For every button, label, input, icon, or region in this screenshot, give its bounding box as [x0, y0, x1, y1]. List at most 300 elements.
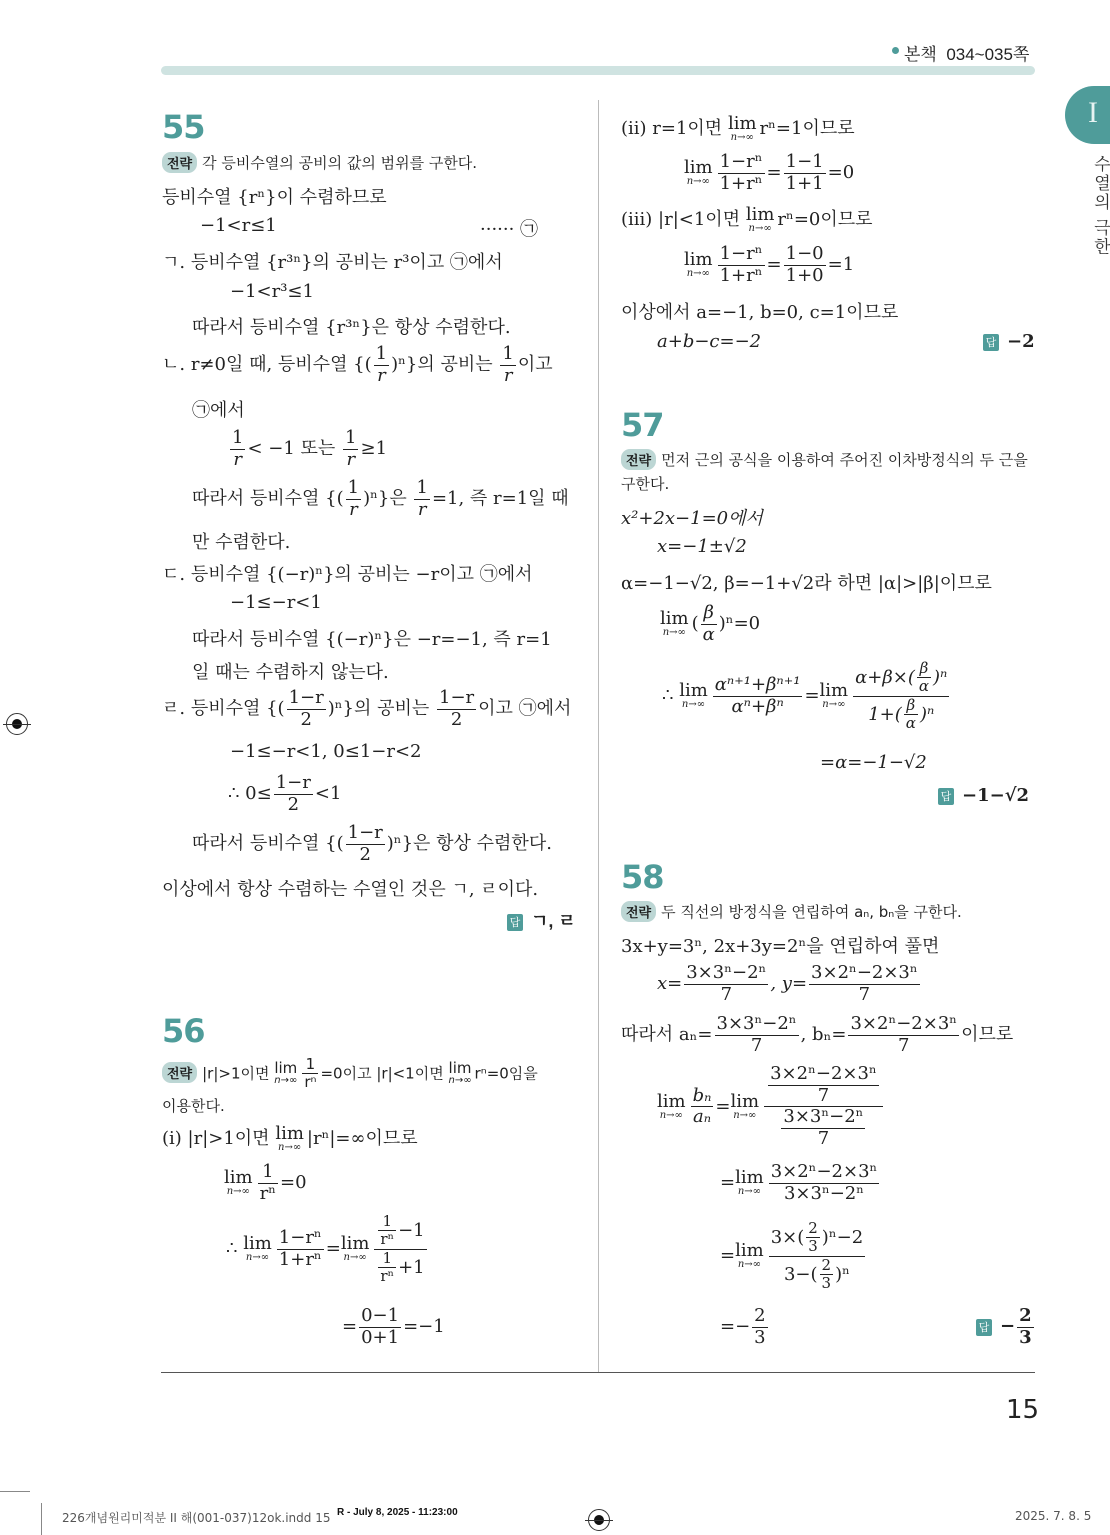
denominator: rⁿ [380, 1230, 395, 1249]
fraction [848, 1014, 959, 1056]
p57-line1: x²+2x−1=0에서 [621, 508, 763, 529]
denominator: 7 [750, 1034, 763, 1056]
lim-sub: n→∞ [278, 1142, 302, 1153]
text: )ⁿ=0 [718, 613, 761, 635]
strategy-badge: 전략 [621, 901, 656, 922]
numerator: 3×2ⁿ−2×3ⁿ [850, 1013, 958, 1034]
p55-line13: 따라서 등비수열 {(−r)ⁿ}은 −r=−1, 즉 r=1 [192, 629, 552, 650]
equals: = [720, 1172, 736, 1194]
limit [243, 1235, 272, 1263]
lim: lim [745, 204, 775, 225]
footer-file-name: 226개념원리미적분 II 해(001-037)12ok.indd 15 [62, 1511, 331, 1525]
answer-sign: − [1000, 1315, 1016, 1337]
lim-sub: n→∞ [343, 1252, 367, 1263]
p55-line12: −1≤−r<1 [230, 592, 322, 613]
numerator: 1−r [439, 687, 475, 708]
lim: lim [274, 1059, 298, 1078]
text: =1 [827, 254, 855, 276]
numerator: 3×2ⁿ−2×3ⁿ [770, 1161, 878, 1182]
p55-line16: −1≤−r<1, 0≤1−r<2 [230, 741, 422, 762]
text: )ⁿ}의 공비는 [327, 698, 430, 720]
problem-number-56: 56 [162, 1012, 205, 1050]
denominator [764, 1107, 883, 1149]
p55-line1: 등비수열 {rⁿ}이 수렴하므로 [162, 187, 387, 208]
lim: lim [243, 1233, 272, 1254]
fraction [378, 1250, 396, 1286]
numerator: 1−rⁿ [278, 1226, 322, 1248]
numerator: 1 [416, 477, 428, 498]
p58-line1: 3x+y=3ⁿ, 2x+3y=2ⁿ을 연립하여 풀면 [621, 936, 940, 957]
fraction [917, 660, 931, 696]
text: ≥1 [360, 438, 388, 460]
p56-line2 [224, 1162, 307, 1204]
denominator: r [349, 498, 358, 520]
fraction [274, 773, 313, 815]
p57-line3: α=−1−√2, β=−1+√2라 하면 |α|>|β|이므로 [621, 573, 992, 594]
numerator: 1−r [347, 822, 383, 843]
fraction [277, 1228, 324, 1270]
fraction [287, 688, 326, 730]
numerator: αⁿ⁺¹+βⁿ⁺¹ [714, 673, 801, 695]
text: )ⁿ [835, 1263, 850, 1285]
limit [684, 159, 713, 187]
limit [728, 115, 757, 143]
p58-line4 [657, 1064, 885, 1150]
fraction [414, 478, 429, 520]
p57-strategy [621, 449, 1028, 470]
text: rⁿ=0이므로 [777, 209, 873, 230]
text: (iii) |r|<1이면 [621, 209, 741, 230]
text: )ⁿ}은 [363, 488, 407, 510]
equals: = [766, 162, 782, 184]
fraction [701, 603, 717, 645]
lim: lim [275, 1123, 304, 1144]
p58-line5 [720, 1162, 881, 1204]
numerator: 2 [808, 1219, 818, 1237]
numerator [764, 1064, 883, 1107]
lim: lim [224, 1167, 253, 1189]
p55-conclusion: 이상에서 항상 수렴하는 수열인 것은 ㄱ, ㄹ이다. [162, 879, 539, 900]
p58-answer [976, 1306, 1036, 1348]
answer-value: ㄱ, ㄹ [531, 911, 576, 931]
lim: lim [819, 680, 849, 701]
text: <1 [314, 783, 342, 805]
crop-mark [0, 1491, 30, 1492]
text: ㄴ. r≠0일 때, 등비수열 {( [162, 354, 372, 376]
problem-number-57: 57 [621, 406, 664, 444]
denominator: 1+rⁿ [719, 264, 763, 286]
answer-value: −2 [1007, 331, 1035, 352]
compound-fraction [764, 1064, 883, 1150]
p56-answer [983, 331, 1035, 352]
text: , y= [770, 973, 808, 995]
lim: lim [660, 608, 689, 630]
equals: = [342, 1316, 358, 1338]
limit [449, 1061, 472, 1086]
numerator: 1−r [288, 687, 324, 708]
fraction [437, 688, 476, 730]
p56-case3 [621, 205, 873, 234]
lim: lim [730, 1090, 760, 1112]
equals: = [720, 1245, 736, 1266]
p55-line4: −1<r³≤1 [230, 281, 314, 302]
lim: lim [679, 680, 708, 701]
fraction [784, 152, 826, 194]
lim-sub: n→∞ [659, 1109, 683, 1121]
denominator: 3×3ⁿ−2ⁿ [783, 1182, 865, 1204]
text: )ⁿ}의 공비는 [391, 354, 493, 376]
numerator: 1−0 [785, 243, 824, 264]
denominator: 1+0 [785, 264, 824, 286]
answer-fraction [1017, 1306, 1034, 1348]
fraction [500, 344, 515, 386]
lim-sub: n→∞ [274, 1075, 298, 1087]
fraction [768, 1064, 879, 1106]
p56-line6 [684, 152, 854, 194]
p55-item-d [162, 688, 571, 730]
p55-line8 [228, 428, 387, 470]
answer-badge: 답 [938, 788, 954, 805]
lim: lim [448, 1059, 472, 1078]
text: ㄹ. 등비수열 {( [162, 698, 285, 720]
p56-case2 [621, 114, 855, 143]
text: )ⁿ}은 항상 수렴한다. [386, 833, 552, 855]
numerator: β [904, 697, 918, 715]
column-divider [598, 100, 599, 1372]
numerator: 1−r [275, 772, 311, 793]
p58-strategy [621, 901, 962, 922]
numerator: 1 [378, 1213, 396, 1231]
denominator: αⁿ+βⁿ [731, 695, 784, 717]
limit [684, 251, 713, 279]
text: x= [657, 973, 683, 995]
p55-line7: ㉠에서 [192, 400, 245, 421]
denominator: 2 [450, 708, 463, 730]
numerator: 1 [378, 1250, 396, 1268]
answer-badge: 답 [976, 1319, 992, 1336]
p55-line14: 일 때는 수렴하지 않는다. [192, 662, 389, 683]
denominator: 3 [1019, 1326, 1032, 1348]
limit [735, 1242, 764, 1270]
p56-line4 [342, 1306, 445, 1348]
numerator [374, 1213, 426, 1250]
numerator: 3×2ⁿ−2×3ⁿ [770, 1063, 877, 1084]
fraction [781, 1107, 865, 1149]
p55-item-c: ㄷ. 등비수열 {(−r)ⁿ}의 공비는 −r이고 ㉠에서 [162, 564, 533, 585]
text: =0이고 |r|<1이면 [320, 1064, 444, 1083]
p55-strategy-text: 각 등비수열의 공비의 값의 범위를 구한다. [202, 154, 478, 172]
lim-sub: n→∞ [686, 268, 710, 280]
p55-strategy [162, 152, 477, 173]
p58-line2 [657, 963, 922, 1005]
lim: lim [684, 249, 713, 271]
limit [657, 1090, 686, 1121]
numerator: 2 [1019, 1305, 1032, 1326]
lim-sub: n→∞ [226, 1186, 250, 1198]
numerator: 1−rⁿ [719, 151, 763, 172]
p55-line18 [192, 823, 552, 865]
numerator: 1−rⁿ [719, 243, 763, 264]
header-bullet-icon [892, 47, 899, 54]
limit [730, 1090, 760, 1121]
chapter-roman: I [1088, 96, 1098, 129]
numerator: 1 [345, 427, 357, 448]
fraction [752, 1306, 767, 1348]
text: =− [720, 1316, 751, 1338]
fraction [718, 152, 765, 194]
p57-line5 [662, 660, 951, 732]
fraction [359, 1306, 401, 1348]
text: =0 [280, 1172, 307, 1194]
limit [735, 1169, 764, 1197]
numerator: 2 [821, 1255, 832, 1274]
numerator [769, 1220, 865, 1257]
text: 먼저 근의 공식을 이용하여 주어진 이차방정식의 두 근을 [661, 451, 1028, 469]
denominator: α [918, 677, 930, 696]
lim-sub: n→∞ [737, 1186, 761, 1198]
lim: lim [727, 113, 757, 134]
denominator: rⁿ [380, 1266, 395, 1285]
p56-strategy-cont: 이용한다. [162, 1097, 225, 1115]
crop-mark [41, 1503, 42, 1535]
limit [274, 1061, 297, 1086]
denominator: 3 [754, 1326, 766, 1348]
equals: = [804, 685, 820, 706]
text: |rⁿ|=∞이므로 [306, 1128, 418, 1149]
text: rⁿ=0임을 [474, 1064, 538, 1083]
text: )ⁿ−2 [821, 1226, 864, 1248]
denominator [769, 1257, 865, 1293]
numerator: 0−1 [361, 1305, 400, 1326]
fraction [343, 428, 358, 470]
text: α+β×( [855, 666, 915, 688]
text: < −1 또는 [247, 438, 336, 460]
numerator: β [701, 603, 717, 625]
footer-date: 2025. 7. 8. 5 [1015, 1509, 1092, 1523]
header-reference [904, 40, 1029, 65]
numerator: 1 [302, 1056, 318, 1074]
p55-mark: ······ ㉠ [480, 219, 539, 240]
text: |r|>1이면 [202, 1064, 270, 1083]
answer-badge: 답 [983, 334, 999, 351]
bottom-rule [161, 1372, 1035, 1373]
fraction [715, 1014, 799, 1056]
numerator: 3×2ⁿ−2×3ⁿ [811, 962, 918, 983]
numerator: 2 [754, 1305, 766, 1326]
p55-line10: 만 수렴한다. [192, 532, 291, 553]
limit [224, 1169, 253, 1197]
denominator: r [503, 364, 513, 386]
denominator: 3 [808, 1237, 818, 1256]
equals: = [325, 1238, 341, 1259]
denominator: r [346, 448, 356, 470]
denominator: rⁿ [304, 1073, 317, 1092]
p55-line17 [228, 773, 341, 815]
text: rⁿ=1이므로 [759, 118, 855, 139]
p57-answer [938, 785, 1029, 806]
fraction [784, 244, 826, 286]
text: 이고 [517, 354, 553, 376]
text: 이고 ㉠에서 [478, 698, 572, 720]
therefore: ∴ [662, 685, 674, 706]
lim: lim [657, 1090, 686, 1112]
limit [341, 1235, 370, 1263]
header-ref-pages: 034~035쪽 [946, 45, 1030, 64]
limit [679, 682, 708, 710]
text: 3−( [783, 1263, 818, 1285]
denominator: 7 [817, 1084, 830, 1106]
numerator: 3×3ⁿ−2ⁿ [686, 962, 767, 983]
p55-line5: 따라서 등비수열 {r³ⁿ}은 항상 수렴한다. [192, 317, 511, 338]
text: )ⁿ [919, 703, 935, 725]
lim: lim [340, 1233, 370, 1254]
footer-timestamp: R - July 8, 2025 - 11:23:00 [337, 1507, 458, 1518]
denominator: r [233, 448, 243, 470]
text: 따라서 등비수열 {( [192, 488, 344, 510]
text: 1+( [868, 703, 902, 725]
text: =1, 즉 r=1일 때 [431, 488, 569, 510]
strategy-badge: 전략 [162, 152, 197, 173]
p56-line9: 이상에서 a=−1, b=0, c=1이므로 [621, 302, 899, 323]
numerator [853, 660, 949, 697]
fraction [302, 1056, 318, 1092]
denominator: 0+1 [361, 1326, 400, 1348]
numerator: bₙ [692, 1084, 712, 1106]
denominator: r [417, 498, 427, 520]
denominator: α [905, 713, 916, 732]
lim-sub: n→∞ [733, 1109, 757, 1121]
numerator: 1 [502, 343, 514, 364]
answer-value: −1−√2 [962, 785, 1030, 806]
numerator: 3×3ⁿ−2ⁿ [716, 1013, 797, 1034]
lim-sub: n→∞ [737, 1259, 761, 1270]
numerator: 1−1 [785, 151, 824, 172]
denominator [374, 1250, 426, 1286]
equals: = [766, 254, 782, 276]
answer-badge: 답 [507, 914, 523, 931]
denominator: r [377, 364, 386, 386]
text: 이므로 [961, 1024, 1014, 1046]
numerator: 3×3ⁿ−2ⁿ [783, 1106, 864, 1128]
denominator: 2 [287, 793, 300, 815]
problem-number-58: 58 [621, 858, 664, 896]
text: 두 직선의 방정식을 연립하여 aₙ, bₙ을 구한다. [661, 903, 962, 921]
numerator: 1 [258, 1162, 278, 1184]
p57-strategy-cont: 구한다. [621, 475, 670, 493]
lim-sub: n→∞ [748, 223, 772, 234]
lim: lim [684, 157, 713, 179]
fraction [374, 344, 389, 386]
p58-line3 [621, 1014, 1013, 1056]
fraction [258, 1162, 278, 1204]
denominator: α [702, 623, 715, 645]
text: (i) |r|>1이면 [162, 1128, 270, 1149]
denominator: rⁿ [259, 1182, 276, 1204]
text: =−1 [403, 1316, 445, 1338]
p57-line6: =α=−1−√2 [820, 752, 927, 773]
denominator: 1+rⁿ [278, 1248, 322, 1270]
text: =0 [827, 162, 855, 184]
paren: ( [691, 613, 699, 635]
p58-line6 [720, 1220, 867, 1292]
header-ref-label: 본책 [904, 45, 937, 64]
p55-item-a: ㄱ. 등비수열 {r³ⁿ}의 공비는 r³이고 ㉠에서 [162, 252, 503, 273]
p56-case1 [162, 1124, 418, 1153]
lim-sub: n→∞ [681, 699, 706, 710]
p56-line10: a+b−c=−2 [657, 331, 762, 352]
text: 3×( [770, 1226, 805, 1248]
fraction [904, 697, 918, 733]
p57-line2: x=−1±√2 [657, 536, 747, 557]
fraction [806, 1220, 820, 1256]
header-bar [161, 66, 1035, 75]
fraction [713, 675, 803, 717]
registration-mark-icon [588, 1509, 610, 1531]
limit [275, 1125, 304, 1153]
text: (ii) r=1이면 [621, 118, 723, 139]
lim-sub: n→∞ [730, 132, 754, 143]
fraction [684, 963, 768, 1005]
compound-fraction [374, 1213, 426, 1285]
text: 따라서 aₙ= [621, 1024, 713, 1046]
fraction [820, 1257, 834, 1293]
numerator: β [917, 660, 931, 678]
page-number: 15 [1006, 1395, 1040, 1425]
text: −1 [398, 1219, 425, 1241]
compound-fraction [769, 1220, 865, 1292]
lim-sub: n→∞ [245, 1252, 270, 1263]
registration-mark-icon [6, 713, 28, 735]
text: ∴ 0≤ [228, 783, 272, 805]
text: )ⁿ [933, 666, 948, 688]
fraction [809, 963, 920, 1005]
lim: lim [735, 1240, 764, 1261]
p55-line9 [192, 478, 569, 520]
chapter-title: 수열의 극한 [1091, 155, 1110, 257]
denominator: 7 [720, 983, 733, 1005]
fraction [346, 823, 385, 865]
lim-sub: n→∞ [822, 699, 846, 710]
text: 따라서 등비수열 {( [192, 833, 344, 855]
p58-line7 [720, 1306, 770, 1348]
denominator: 2 [359, 843, 371, 865]
denominator: 2 [300, 708, 312, 730]
denominator: aₙ [692, 1106, 712, 1128]
fraction [769, 1162, 880, 1204]
lim-sub: n→∞ [662, 627, 686, 639]
equals: = [715, 1095, 731, 1117]
fraction [230, 428, 245, 470]
denominator: 7 [817, 1128, 830, 1150]
denominator: 3 [821, 1273, 832, 1292]
fraction [691, 1086, 714, 1128]
denominator: 7 [858, 983, 871, 1005]
denominator: 1+rⁿ [719, 172, 763, 194]
fraction [346, 478, 361, 520]
denominator: 1+1 [785, 172, 824, 194]
lim: lim [735, 1167, 764, 1189]
fraction [718, 244, 765, 286]
fraction [378, 1213, 396, 1249]
numerator: 1 [232, 427, 244, 448]
text: +1 [398, 1256, 425, 1278]
compound-fraction [853, 660, 949, 732]
limit [660, 610, 689, 638]
denominator [853, 697, 949, 733]
limit [746, 206, 775, 234]
text: , bₙ= [800, 1024, 847, 1046]
strategy-badge: 전략 [621, 449, 656, 470]
